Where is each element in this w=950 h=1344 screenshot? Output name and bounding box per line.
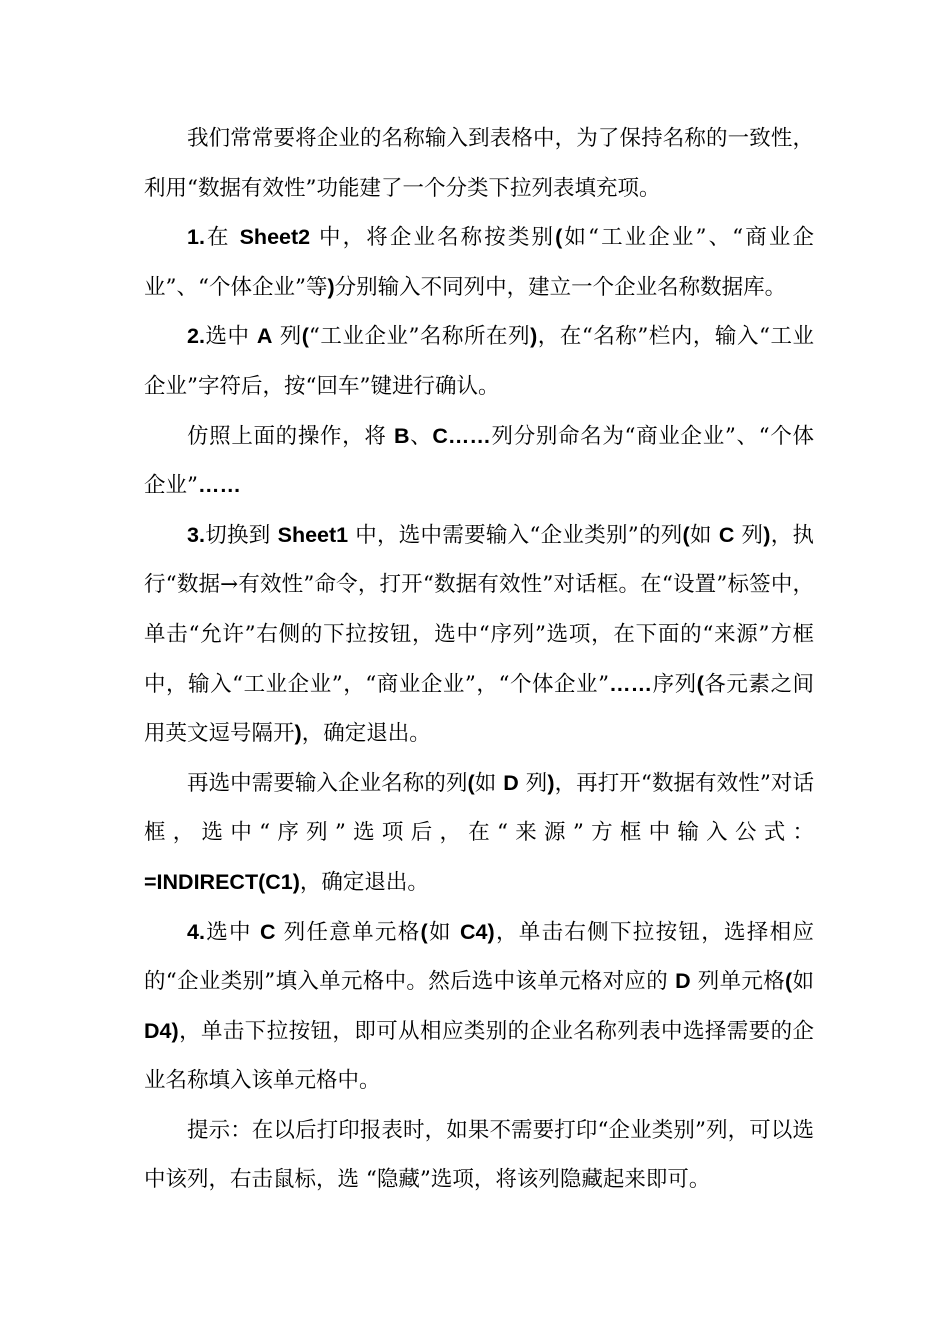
paragraph <box>144 412 814 511</box>
paragraph <box>144 213 814 312</box>
text-run: “工业企业”名称所在列 <box>308 324 531 350</box>
text-run: 分别输入不同列中，建立一个企业名称数据库。 <box>334 274 787 300</box>
text-run: 再选中需要输入企业名称的列 <box>187 770 468 796</box>
bold-text-run: ) <box>547 770 555 795</box>
bold-text-run: 2. <box>187 324 205 349</box>
text-run: 中，将企业名称按类别 <box>310 225 556 251</box>
text-run: ，在“名称”栏内，输入“工业企业”字符后，按“回车”键进行确认。 <box>144 324 814 399</box>
text-run: 中，选中需要输入“企业类别”的列 <box>348 522 683 548</box>
bold-text-run: …… <box>198 473 241 498</box>
bold-text-run: ( <box>555 225 563 250</box>
bold-text-run: D <box>675 969 691 994</box>
bold-text-run: Sheet2 <box>239 225 311 250</box>
bold-text-run: C <box>260 919 276 944</box>
bold-text-run: ) <box>763 522 771 547</box>
text-run: 列 <box>272 324 302 350</box>
text-run: 列 <box>734 522 764 548</box>
text-run: 我们常常要将企业的名称输入到表格中，为了保持名称的一致性，利用“数据有效性”功能建了一个分类下拉列表填充项。 <box>144 126 814 201</box>
text-run: 提示：在以后打印报表时，如果不需要打印“企业类别”列，可以选中该列，右击鼠标，选 “隐藏”选项，将该列隐藏起来即可。 <box>144 1117 814 1193</box>
bold-text-run: ( <box>420 919 428 944</box>
bold-text-run: 3. <box>187 522 205 547</box>
text-run: 选中 <box>204 919 261 945</box>
text-run: 如 <box>427 919 460 945</box>
bold-text-run: ) <box>294 721 302 746</box>
text-run: 序列 <box>652 671 697 697</box>
text-run: ，执行“数据→有效性”命令，打开“数据有效性”对话框。在“设置”标签中，单击“允许”右侧的下拉按钮，选中“序列”选项，在下面的“来源”方框中，输入“工业企业”，“商业企业”，“个体企业” <box>144 522 814 697</box>
bold-text-run: ( <box>301 324 309 349</box>
bold-text-run: ( <box>696 671 704 696</box>
text-run: 各元素之间用英文逗号隔开 <box>144 671 814 747</box>
text-run: 选中 <box>204 324 257 350</box>
paragraph <box>144 908 814 1106</box>
bold-text-run: A <box>256 324 273 349</box>
bold-text-run: C4) <box>459 919 495 944</box>
document-body <box>144 114 814 1205</box>
bold-text-run: D <box>503 770 519 795</box>
bold-text-run: 1. <box>187 225 205 250</box>
bold-text-run: C…… <box>432 423 491 448</box>
bold-text-run: ( <box>785 969 793 994</box>
paragraph <box>144 312 814 411</box>
bold-text-run: B <box>393 423 410 448</box>
text-run: 如“工业企业”、“商业企业”、“个体企业”等 <box>144 225 814 300</box>
text-run: 切换到 <box>204 522 278 548</box>
paragraph <box>144 1106 814 1205</box>
text-run: 仿照上面的操作，将 <box>187 423 394 449</box>
bold-text-run: ( <box>467 770 475 795</box>
text-run: 如 <box>792 969 814 995</box>
text-run: 列 <box>518 770 548 796</box>
text-run: 列单元格 <box>690 969 786 995</box>
bold-text-run: ) <box>327 274 335 299</box>
text-run: ，再打开“数据有效性”对话框，选中“序列”选项后，在“来源”方框中输入公式： <box>144 770 814 846</box>
text-run: 列任意单元格 <box>275 919 421 945</box>
bold-text-run: D4) <box>144 1018 179 1043</box>
text-run: ，单击下拉按钮，即可从相应类别的企业名称列表中选择需要的企业名称填入该单元格中。 <box>144 1018 814 1094</box>
paragraph <box>144 114 814 213</box>
text-run: 、 <box>409 423 433 449</box>
text-run: ，确定退出。 <box>299 869 429 895</box>
bold-text-run: 4. <box>187 919 205 944</box>
paragraph <box>144 759 814 908</box>
bold-text-run: Sheet1 <box>277 522 349 547</box>
bold-text-run: …… <box>609 671 653 696</box>
paragraph <box>144 511 814 759</box>
text-run: 列分别命名为“商业企业”、“个体企业” <box>144 423 814 499</box>
bold-text-run: C <box>718 522 735 547</box>
bold-text-run: ( <box>682 522 690 547</box>
bold-text-run: ) <box>530 324 538 349</box>
text-run: 在 <box>204 225 240 251</box>
text-run: ，单击右侧下拉按钮，选择相应的“企业类别”填入单元格中。然后选中该单元格对应的 <box>144 919 814 995</box>
text-run: 如 <box>474 770 504 796</box>
bold-text-run: =INDIRECT(C1) <box>144 869 300 894</box>
text-run: 如 <box>689 522 719 548</box>
text-run: ，确定退出。 <box>301 721 431 747</box>
